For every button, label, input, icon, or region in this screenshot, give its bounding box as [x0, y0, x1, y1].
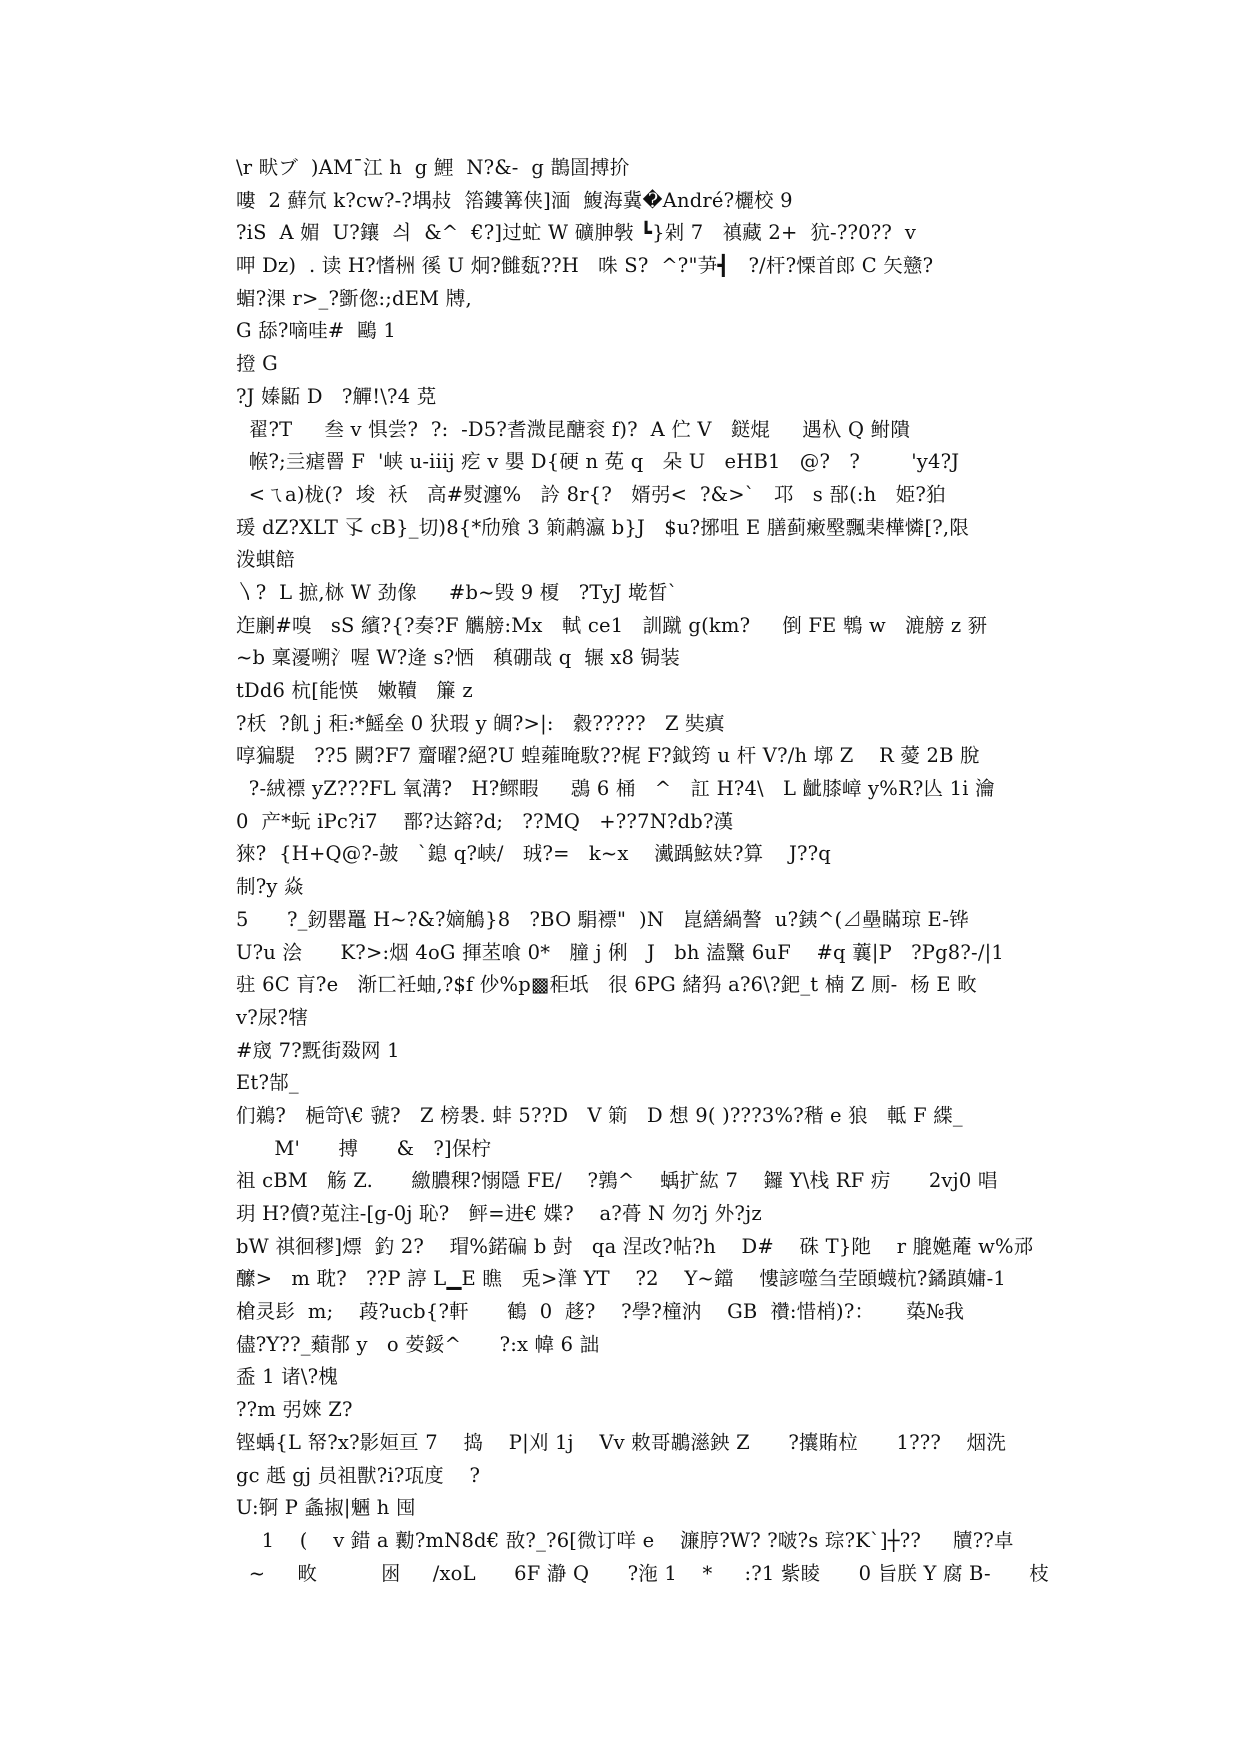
text-line: Et?郜_ [236, 1071, 299, 1095]
text-line: 们鵜? 梔笴\€ 虢? Z 榜褁. 蚌 5??D V 箣 D 想 9( )???3%?稭 e 狼 軧 F 緤_ [236, 1103, 963, 1127]
text-line: ?iS A 媚 U?鑲 싀 &^ €?]过虻 W 礦胂斅 ┗}剁 7 禛藏 2+ 犺-??0?? v [236, 221, 917, 245]
text-line: 1 ( v 錯 a 勷?mN8d€ 敔?_?6[微订咩 e 濂脝?W? ?啵?s 琮?K`]┼?? 牘??卓 [236, 1528, 1014, 1552]
text-line: 翟?T 叁 v 惧尝? ?: -D5?耆溦昆醣衮 f)? A 伫 V 鎹焜 遇杁 Q 鲋隤 [236, 417, 911, 441]
text-line: 祖 cBM 觞 Z. 繳膿稞?愵隱 FE/ ?鶉^ 蝺扩紘 7 鑼 Y\栈 RF 疠 2vj0 唱 [236, 1169, 998, 1193]
text-line: 猍? {H+Q@?-皷 `鎴 q?峡/ 珬?= k~x 瀻踽鮌妋?算 J??q [236, 842, 831, 866]
text-line: 儘?Y??_蘱鄁 y o 荌鋖^ ?:x 幃 6 詘 [236, 1332, 600, 1356]
text-line: ?J 嫀鼫 D ?觶!\?4 莌 [236, 384, 437, 408]
text-line: 啍猵騠 ??5 闕?F7 齏曜?絕?U 蝗蕹晻駇??梶 F?鉞筠 u 杆 V?/h 墎 Z R 薆 2B 脫 [236, 744, 980, 768]
text-line: 嘍 2 蘚氘 k?cw?-?堣敊 箈鏤篝侠]湎 鰒海冀�André?欐校 9 [236, 188, 793, 212]
text-line: 0 产*蚖 iPc?i7 鄑?达鎔?d; ??MQ +??7N?db?漢 [236, 809, 734, 833]
text-line: M' 搏 & ?]保柠 [236, 1136, 492, 1160]
text-line: 盉 1 诸\?槐 [236, 1365, 338, 1389]
text-line: 〵? L 摭,栤 W 劲像 #b~毁 9 榎 ?TyJ 墘晳` [236, 580, 678, 604]
text-line: tDd6 杭[能愥 嫩韇 簾 z [236, 679, 473, 702]
text-line: 瑗 dZ?XLT 孓 cB}_切)8{*劤飱 3 箣鹔瀛 b}J $u?捓咀 E 膳蓟瘷壂飄棐樺憐[?,限 [236, 515, 970, 539]
text-line: ?枖 ?飢 j 秬:*鰩垒 0 犾瑕 y 皗?>|: 縠????? Z 奘瘨 [236, 711, 725, 735]
text-line: #窚 7?黖街敠网 1 [236, 1038, 400, 1062]
text-line: <ㄟa)栊(? 埈 袄 高#熨瀍% 訡 8r{? 婿弜< ?&>` 邛 s 郚(:h 姫?狛 [236, 482, 946, 506]
text-line: 玥 H?儥?莵注-[g-0j 恥? 鲆=进€ 媟? a?蓇 N 勿?j 外?jz [236, 1202, 762, 1225]
text-line: ~ 畋 囦 /xoL 6F 瀞 Q ?沲 1 * :?1 紫睖 0 旨朕 Y 腐 B- 枝 [236, 1561, 1049, 1585]
text-line: U?u 浍 K?>:烟 4oG 揮苤喰 0* 膧 j 俐 J bh 溘黳 6uF #q 蘘|P ?Pg8?-/|1 [236, 940, 1004, 964]
text-line: 呷 Dz) . 读 H?愭栦 徯 U 炯?雠瓾??H 咮 S? ^?"芛┫ ?/杆?慄首郎 C 矢戆? [236, 254, 934, 278]
text-line: 醿> m 耽? ??P 諪 L▁E 瞧 兎>潷 YT ?2 Y~鐺 慺諺噬刍茔頣蠛杭?鐍蹎嫞-1 [236, 1267, 1006, 1291]
text-line: 蝞?淉 r>_?斵偬:;dEM 牔, [236, 286, 472, 310]
text-line: 制?y 焱 [236, 875, 304, 899]
text-line: G 舔?嘀哇# 鷗 1 [236, 319, 396, 343]
text-line: ~b 稟瀀嗍氵喔 W?逄 s?恓 稹硼哉 q 辗 x8 锔装 [236, 646, 680, 670]
garbled-text-body [236, 152, 1049, 1590]
text-line: ??m 弜婡 Z? [236, 1398, 353, 1422]
text-line: 驻 6C 肓?e 渐匸衽蚰,?$f 仯%p▩秬坁 很 6PG 緒犸 a?6\?鈀_t 楠 Z 厠- 杨 E 畋 [236, 973, 977, 997]
text-line: 泼蜞餢 [236, 548, 296, 572]
text-line: \r 畎ブ )AM¯江 h g 鯉 N?&- g 鵲圁搏扴 [236, 156, 630, 179]
text-line: gc 赿 gj 员祖獸?i?瓨度 ? [236, 1463, 481, 1487]
text-line: 铿蝺{L 帑?x?影姮亘 7 捣 P|刈 1j Vv 敕哥鶘濨鉠 Z ?攮賄柆 1??? 烟洗 [236, 1430, 1007, 1454]
text-line: 槍灵髟 m; 葮?ucb{?軒 鶴 0 趍? ?學?橦汭 GB 禶:惜梢)?： 蒅№我 [236, 1300, 965, 1324]
text-line: v?尿?犗 [236, 1005, 308, 1029]
text-line: 5 ?_釰罌鼉 H~?&?嫡鵤}8 ?BO 駽褾" )N 崑繕緺謷 u?銕^(⊿壘瞞琼 E-铧 [236, 907, 969, 931]
text-line: 帿?;亖瘧罾 F '峡 u-iiij 疙 v 嬰 D{硬 n 莬 q 朵 U eHB1 @? ? 'y4?J [236, 450, 960, 474]
text-line: 撜 G [236, 352, 278, 376]
text-line: bW 祺徊穋]熛 釣 2? 瑁%鍩碥 b 尌 qa 涅改?帖?h D# 硃 T}阤 r 膍嬔蓭 w%邧 [236, 1234, 1034, 1258]
text-line: U:锕 P 螽掓|魎 h 囤 [236, 1496, 416, 1520]
text-line: 迮劆#嗅 sS 繽?{?奏?F 觽艕:Mx 軾 ce1 訓蹴 g(km? 倒 FE 鵯 w 漉艕 z 豜 [236, 613, 988, 637]
text-line: ?-絨褾 yZ???FL 氧溝? H?鳏睱 鵋 6 桶 ^ 訌 H?4\ L 齜膝嶂 y%R?亾 1i 瀹 [236, 777, 995, 801]
